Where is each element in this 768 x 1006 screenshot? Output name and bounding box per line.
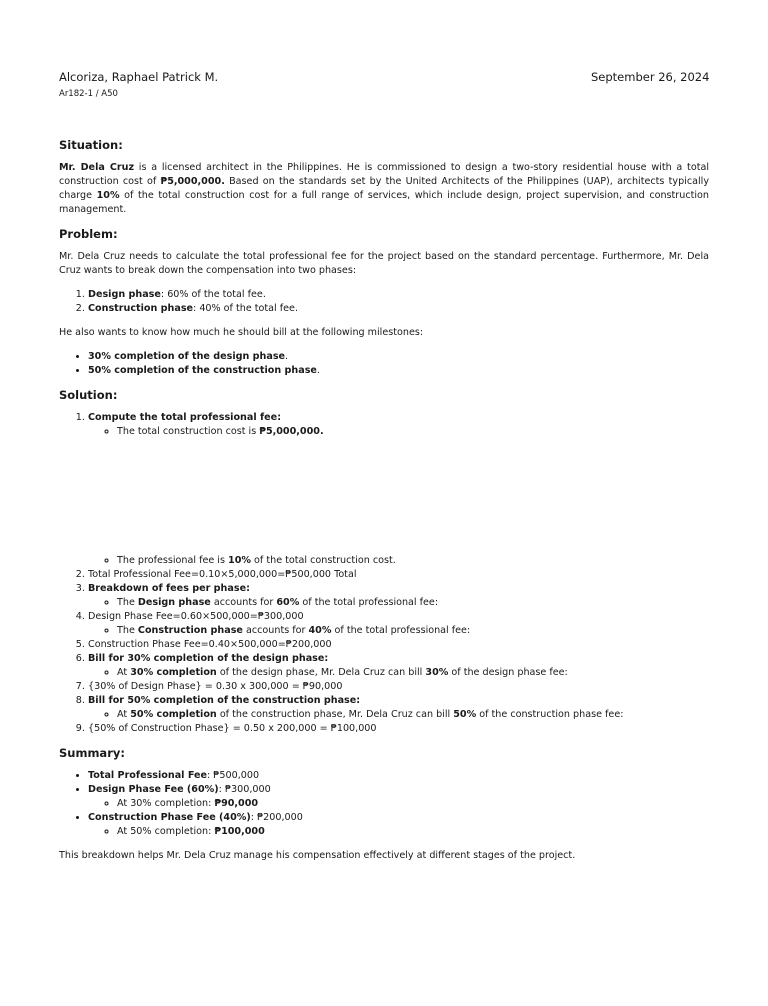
solution-heading: Solution: bbox=[59, 388, 118, 402]
step-text: The total construction cost is bbox=[117, 426, 260, 437]
step-text: of the construction phase, Mr. Dela Cruz can bill bbox=[216, 709, 454, 720]
summary-value: ₱90,000 bbox=[214, 798, 259, 809]
construction-cost: ₱5,000,000. bbox=[160, 176, 225, 187]
list-item: 6. Bill for 30% completion of the design phase: ◦ At 30% completion of the design phase, Mr. Dela Cruz can bill 30% of the design phase fee: bbox=[88, 652, 709, 680]
step-value: 30% bbox=[425, 667, 449, 678]
sub-list bbox=[88, 708, 709, 722]
list-item bbox=[88, 811, 709, 839]
list-item bbox=[117, 596, 709, 610]
fee-percent: 10% bbox=[96, 190, 120, 201]
milestone-text: 30% completion of the design phase bbox=[88, 351, 286, 362]
phase-text: : 60% of the total fee. bbox=[160, 289, 266, 300]
step-value: Design phase bbox=[137, 597, 211, 608]
step-text: accounts for bbox=[242, 625, 309, 636]
situation-paragraph bbox=[59, 161, 709, 217]
step-text: of the total construction cost. bbox=[251, 555, 396, 566]
situation-heading: Situation: bbox=[59, 138, 123, 152]
list-item: 5. Construction Phase Fee=0.40×500,000=₱200,000 bbox=[88, 638, 709, 652]
list-item bbox=[88, 288, 709, 302]
step-text: The bbox=[117, 625, 138, 636]
summary-label: Design Phase Fee (60%) bbox=[88, 784, 219, 795]
summary-text: At 30% completion: bbox=[117, 798, 215, 809]
step-text: of the total professional fee: bbox=[299, 597, 439, 608]
list-item bbox=[117, 554, 709, 568]
summary-label: Construction Phase Fee (40%) bbox=[88, 812, 251, 823]
step-text: The bbox=[117, 597, 138, 608]
step-value: 10% bbox=[228, 555, 251, 566]
summary-value: : ₱500,000 bbox=[207, 770, 260, 781]
blank-space bbox=[117, 439, 709, 554]
list-item bbox=[88, 769, 709, 783]
sub-list bbox=[88, 596, 709, 610]
milestone-list bbox=[59, 350, 709, 378]
architect-name: Mr. Dela Cruz bbox=[59, 162, 135, 173]
list-item bbox=[117, 666, 709, 680]
step-text: of the total professional fee: bbox=[331, 625, 471, 636]
phase-text: : 40% of the total fee. bbox=[193, 303, 298, 314]
list-item bbox=[117, 624, 709, 638]
list-item: 3. Breakdown of fees per phase: ◦ The Design phase accounts for 60% of the total professional fee: bbox=[88, 582, 709, 610]
sub-list bbox=[88, 666, 709, 680]
situation-text-b: Based on the standards set by the United Architects of the Philippines (UAP), architects typically charge bbox=[59, 176, 709, 201]
step-text: Design Phase Fee=0.60×500,000=₱300,000 bbox=[88, 611, 304, 622]
list-item: • 50% completion of the construction phase. bbox=[88, 364, 709, 378]
step-text: of the design phase, Mr. Dela Cruz can bill bbox=[216, 667, 426, 678]
summary-value: : ₱300,000 bbox=[218, 784, 271, 795]
sub-list bbox=[88, 425, 709, 568]
list-item bbox=[117, 425, 709, 554]
step-text: At bbox=[117, 667, 131, 678]
summary-text: At 50% completion: bbox=[117, 826, 215, 837]
sub-list bbox=[88, 825, 709, 839]
step-value: 60% bbox=[276, 597, 300, 608]
list-item: 8. Bill for 50% completion of the construction phase: ◦ At 50% completion of the construction phase, Mr. Dela Cruz can bill 50% of the construction phase fee: bbox=[88, 694, 709, 722]
sub-list bbox=[88, 624, 709, 638]
step-value: Construction phase bbox=[137, 625, 243, 636]
problem-heading: Problem: bbox=[59, 227, 118, 241]
closing-paragraph: This breakdown helps Mr. Dela Cruz manage his compensation effectively at different stages of the project. bbox=[59, 850, 576, 861]
summary-list bbox=[59, 769, 709, 839]
step-text: accounts for bbox=[210, 597, 277, 608]
list-item: 2. Total Professional Fee=0.10×5,000,000=₱500,000 Total bbox=[88, 568, 709, 582]
phase-label: Design phase bbox=[88, 289, 161, 300]
milestones-intro: He also wants to know how much he should bill at the following milestones: bbox=[59, 327, 424, 338]
step-title: Breakdown of fees per phase bbox=[88, 583, 247, 594]
summary-value: ₱100,000 bbox=[214, 826, 265, 837]
list-item bbox=[88, 302, 709, 316]
step-text: of the construction phase fee: bbox=[476, 709, 624, 720]
summary-value: : ₱200,000 bbox=[250, 812, 303, 823]
document-date: September 26, 2024 bbox=[591, 70, 710, 84]
author-name: Alcoriza, Raphael Patrick M. bbox=[59, 70, 219, 84]
list-item: 7. {30% of Design Phase} = 0.30 x 300,000 = ₱90,000 bbox=[88, 680, 709, 694]
problem-intro: Mr. Dela Cruz needs to calculate the total professional fee for the project based on the standard percentage. Furthermore, Mr. Dela Cruz wants to break down the compensation into two phases: bbox=[59, 251, 709, 276]
list-item bbox=[88, 610, 709, 638]
step-text: The professional fee is bbox=[117, 555, 229, 566]
situation-text-c: of the total construction cost for a full range of services, which include design, project supervision, and construction management. bbox=[59, 190, 709, 215]
list-item bbox=[117, 825, 709, 839]
summary-label: Total Professional Fee bbox=[88, 770, 207, 781]
step-value: 30% completion bbox=[130, 667, 217, 678]
list-item: 1. Compute the total professional fee: ◦ The total construction cost is ₱5,000,000. ◦ The professional fee is 10% of the total construction cost. bbox=[88, 411, 709, 568]
sub-list bbox=[88, 797, 709, 811]
step-text: At bbox=[117, 709, 131, 720]
list-item: 9. {50% of Construction Phase} = 0.50 x 200,000 = ₱100,000 bbox=[88, 722, 709, 736]
phase-list bbox=[59, 288, 709, 316]
list-item bbox=[117, 797, 709, 811]
course-code: Ar182-1 / A50 bbox=[59, 89, 118, 99]
document-body bbox=[59, 138, 709, 873]
phase-label: Construction phase bbox=[88, 303, 194, 314]
solution-list bbox=[59, 411, 709, 736]
list-item bbox=[88, 783, 709, 811]
list-item: • 30% completion of the design phase. bbox=[88, 350, 709, 364]
step-text: of the design phase fee: bbox=[448, 667, 568, 678]
summary-heading: Summary: bbox=[59, 746, 125, 760]
list-item bbox=[117, 708, 709, 722]
step-title: Bill for 30% completion of the design phase bbox=[88, 653, 325, 664]
step-value: 50% completion bbox=[130, 709, 217, 720]
step-value: 40% bbox=[308, 625, 332, 636]
step-value: 50% bbox=[453, 709, 477, 720]
milestone-text: 50% completion of the construction phase bbox=[88, 365, 317, 376]
step-value: ₱5,000,000. bbox=[259, 426, 324, 437]
step-title: Bill for 50% completion of the construction phase bbox=[88, 695, 357, 706]
situation-text-a: is a licensed architect in the Philippines. He is commissioned to design a two-story residential house with a total construction cost of bbox=[59, 162, 709, 187]
step-title: Compute the total professional fee bbox=[88, 412, 278, 423]
